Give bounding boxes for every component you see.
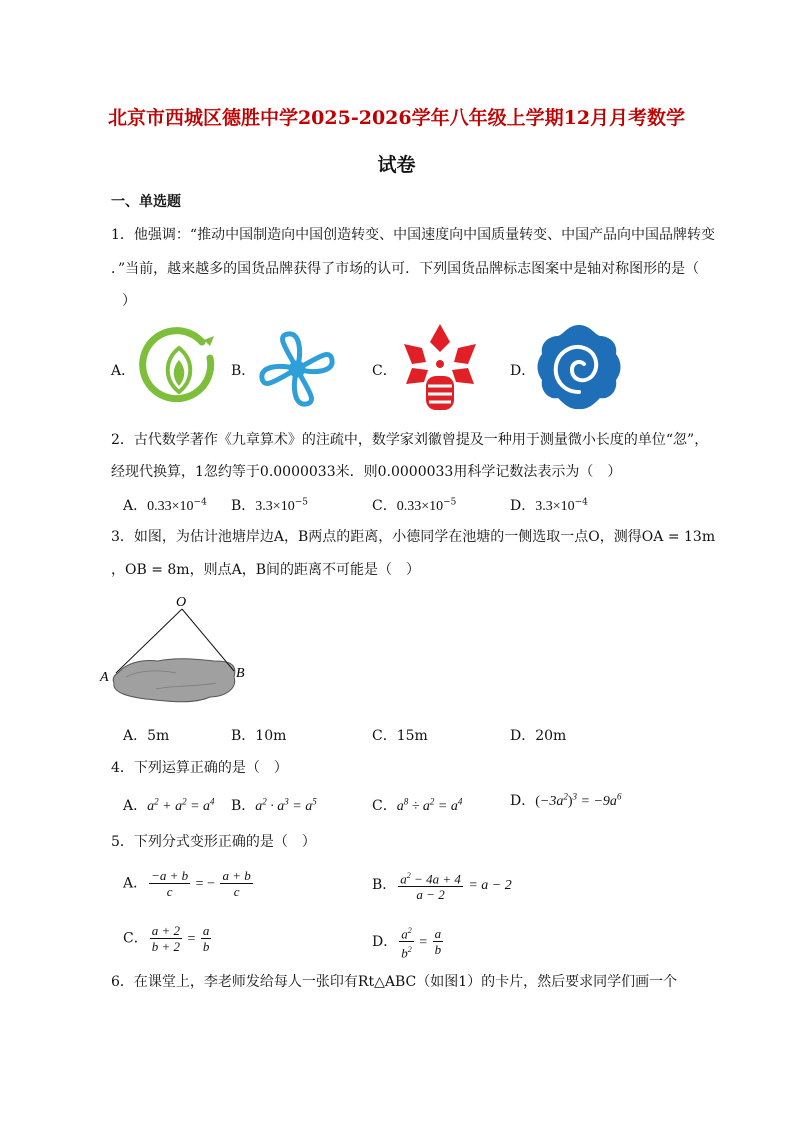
q5-option-c: C． $\frac{a + 2}{b + 2}$ = $\frac{a}{b}$ <box>123 923 210 954</box>
section-heading: 一、单选题 <box>111 194 181 210</box>
q5-option-d-label: D． <box>372 933 398 950</box>
q5-option-c-label: C． <box>123 930 148 947</box>
point-o-label: O <box>176 595 187 610</box>
q4-option-d: D．$(-3a^2)^3 = -9a^6$ <box>510 791 622 809</box>
q4-option-c-label: C． <box>372 798 397 814</box>
q3-option-c: C．15m <box>372 728 428 744</box>
q4-stem: 4．下列运算正确的是（ ） <box>111 760 288 776</box>
q1-option-b-label: B． <box>231 363 256 379</box>
q2-option-c-label: C． <box>372 498 397 514</box>
q2-option-a-base: 0.33×10 <box>147 499 194 514</box>
q4-option-a: A．$a^2 + a^2 = a^4$ <box>123 796 215 814</box>
q5-option-d: D． $\frac{a^2}{b^2}$ = $\frac{a}{b}$ <box>372 923 445 961</box>
q6-line1: 6．在课堂上，李老师发给每人一张印有Rt△ABC（如图1）的卡片，然后要求同学们画一个 <box>111 974 678 990</box>
q4-option-a-label: A． <box>123 798 148 814</box>
q2-option-d <box>510 495 588 515</box>
q3-option-b: B．10m <box>231 728 287 744</box>
q2-option-a <box>123 495 207 515</box>
q1-option-a-label: A． <box>111 363 136 379</box>
page-title: 北京市西城区德胜中学2025-2026学年八年级上学期12月月考数学 <box>107 107 686 129</box>
pond-diagram <box>96 593 256 713</box>
q1-line2: ．”当前，越来越多的国货品牌获得了市场的认可．下列国货品牌标志图案中是轴对称图形的是（ <box>111 261 700 277</box>
q1-option-c-label: C． <box>372 363 397 379</box>
q2-option-c <box>372 495 456 515</box>
q5-option-a-label: A． <box>123 875 148 892</box>
q2-option-d-base: 3.3×10 <box>535 499 575 514</box>
q3-line1: 3．如图，为估计池塘岸边A，B两点的距离，小德同学在池塘的一侧选取一点O，测得OA = 13m <box>111 529 716 545</box>
q3-option-a: A．5m <box>123 728 170 744</box>
q3-option-d: D．20m <box>510 728 567 744</box>
q4-option-b-label: B． <box>231 798 256 814</box>
q2-option-b-base: 3.3×10 <box>255 499 295 514</box>
q2-option-c-exp: −5 <box>443 497 457 508</box>
q4-option-d-label: D． <box>510 793 536 809</box>
q1-line1: 1．他强调：“推动中国制造向中国创造转变、中国速度向中国质量转变、中国产品向中国品牌转变 <box>111 227 716 243</box>
q2-option-d-exp: −4 <box>574 497 588 508</box>
q2-option-d-label: D． <box>510 498 536 514</box>
bee-flower-logo-icon <box>396 322 484 412</box>
q4-option-b: B．$a^2 \cdot a^3 = a^5$ <box>231 796 317 814</box>
q2-option-b <box>231 495 308 515</box>
q5-stem: 5．下列分式变形正确的是（ ） <box>111 834 316 850</box>
q1-line3: ） <box>122 293 136 309</box>
q2-line1: 2．古代数学著作《九章算术》的注疏中，数学家刘徽曾提及一种用于测量微小长度的单位“忽”， <box>111 432 709 448</box>
point-b-label: B <box>236 666 245 681</box>
q3-line2: ，OB = 8m，则点A，B间的距离不可能是（ ） <box>111 562 420 578</box>
q1-option-d-label: D． <box>510 363 536 379</box>
ribbon-knot-logo-icon <box>256 328 338 410</box>
point-a-label: A <box>100 670 109 685</box>
q5-option-b: B． $\frac{a^2 - 4a + 4}{a - 2}$ = a − 2 <box>372 868 512 902</box>
q2-option-a-exp: −4 <box>193 497 207 508</box>
q4-option-c: C．$a^8 \div a^2 = a^4$ <box>372 796 463 814</box>
q2-option-b-label: B． <box>231 498 256 514</box>
q2-option-b-exp: −5 <box>294 497 308 508</box>
q2-line2: 经现代换算，1忽约等于0.0000033米．则0.0000033用科学记数法表示为（ ） <box>111 464 622 480</box>
page-title-line2: 试卷 <box>377 154 416 176</box>
leaf-ring-logo-icon <box>140 330 218 408</box>
q2-option-c-base: 0.33×10 <box>396 499 444 514</box>
q2-option-a-label: A． <box>123 498 148 514</box>
spiral-cloud-logo-icon <box>534 322 624 412</box>
q5-option-a: A． $\frac{-a + b}{c}$ = − $\frac{a + b}{c}$ <box>123 868 251 899</box>
q5-option-b-label: B． <box>372 877 397 894</box>
